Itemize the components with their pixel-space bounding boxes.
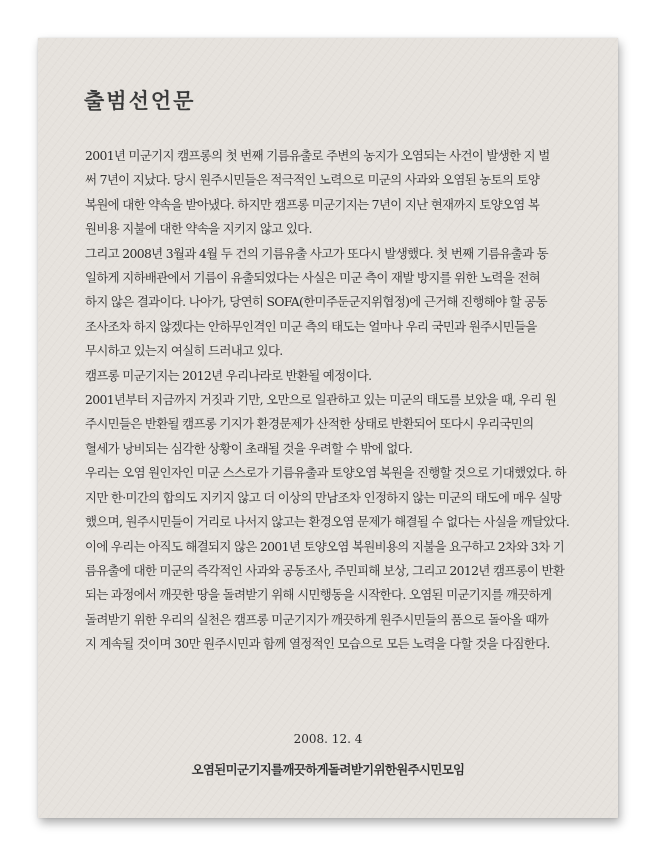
body-line: 주시민들은 반환될 캠프롱 기지가 환경문제가 산적한 상태로 반환되어 또다시 우리국민의 (85, 416, 534, 432)
document-title: 출범선언문 (84, 88, 196, 113)
body-line: 하지 않은 결과이다. 나아가, 당연히 SOFA(한미주둔군지위협정)에 근거해 진행해야 할 공동 (85, 294, 547, 310)
body-line: 름유출에 대한 미군의 즉각적인 사과와 공동조사, 주민피해 보상, 그리고 2012년 캠프롱이 반환 (85, 562, 565, 578)
body-line: 원비용 지불에 대한 약속을 지키지 않고 있다. (85, 221, 312, 237)
body-line: 복원에 대한 약속을 받아냈다. 하지만 캠프롱 미군기지는 7년이 지난 현재까지 토양오염 복 (85, 196, 540, 212)
body-line: 일하게 지하배관에서 기름이 유출되었다는 사실은 미군 측이 재발 방지를 위한 노력을 전혀 (85, 270, 540, 286)
body-line: 우리는 오염 원인자인 미군 스스로가 기름유출과 토양오염 복원을 진행할 것으로 기대했었다. 하 (85, 465, 566, 481)
body-line: 써 7년이 지났다. 당시 원주시민들은 적극적인 노력으로 미군의 사과와 오염된 농토의 토양 (85, 172, 540, 188)
document-body (85, 144, 577, 657)
body-line: 돌려받기 위한 우리의 실천은 캠프롱 미군기지가 깨끗하게 원주시민들의 품으로 돌아올 때까 (85, 611, 549, 627)
body-line: 지 계속될 것이며 30만 원주시민과 함께 열정적인 모습으로 모든 노력을 다할 것을 다짐한다. (85, 636, 550, 652)
body-line: 이에 우리는 아직도 해결되지 않은 2001년 토양오염 복원비용의 지불을 요구하고 2차와 3차 기 (85, 538, 565, 554)
body-line: 되는 과정에서 깨끗한 땅을 돌려받기 위해 시민행동을 시작한다. 오염된 미군기지를 깨끗하게 (85, 587, 552, 603)
declaration-document (38, 38, 618, 818)
body-line: 2001년 미군기지 캠프롱의 첫 번째 기름유출로 주변의 농지가 오염되는 사건이 발생한 지 벌 (85, 148, 550, 163)
body-line: 2001년부터 지금까지 거짓과 기만, 오만으로 일관하고 있는 미군의 태도를 보았을 때, 우리 원 (85, 392, 557, 408)
body-line: 캠프롱 미군기지는 2012년 우리나라로 반환될 예정이다. (85, 367, 372, 383)
body-line: 조사조차 하지 않겠다는 안하무인격인 미군 측의 태도는 얼마나 우리 국민과 원주시민들을 (85, 318, 537, 334)
body-line: 지만 한·미간의 합의도 지키지 않고 더 이상의 만남조차 인정하지 않는 미군의 태도에 매우 실망 (85, 489, 562, 505)
body-line: 했으며, 원주시민들이 거리로 나서지 않고는 환경오염 문제가 해결될 수 없다는 사실을 깨달았다. (85, 514, 570, 530)
document-date: 2008. 12. 4 (293, 732, 363, 746)
body-line: 그리고 2008년 3월과 4월 두 건의 기름유출 사고가 또다시 발생했다. 첫 번째 기름유출과 동 (85, 245, 548, 261)
body-line: 무시하고 있는지 여실히 드러내고 있다. (85, 343, 283, 359)
document-signature: 오염된미군기지를깨끗하게돌려받기위한원주시민모임 (191, 762, 465, 777)
body-line: 혈세가 낭비되는 심각한 상황이 초래될 것을 우려할 수 밖에 없다. (85, 440, 413, 456)
